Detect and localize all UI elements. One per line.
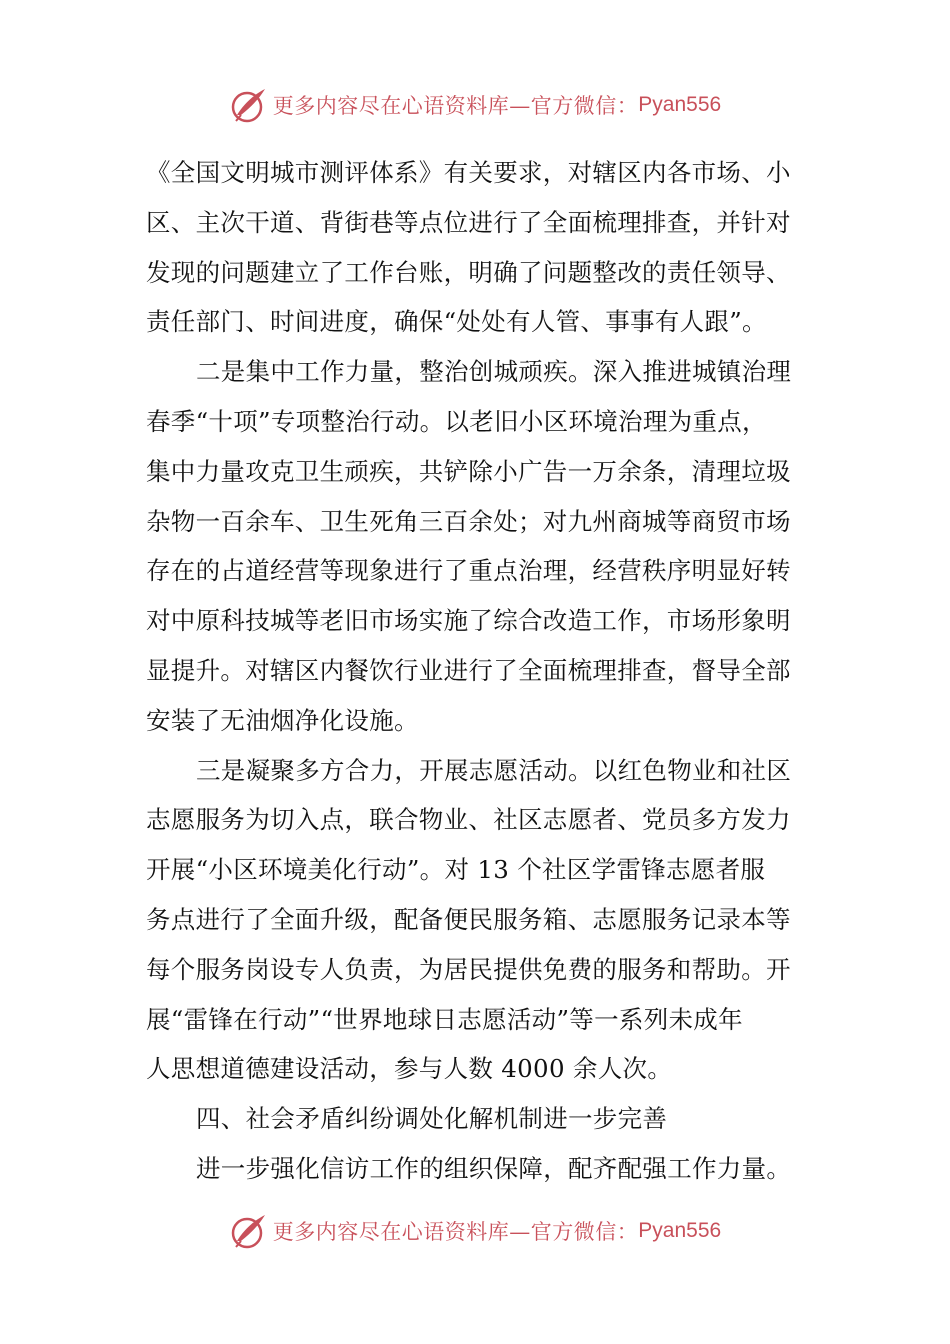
text-line: 《全国文明城市测评体系》有关要求，对辖区内各市场、小: [146, 158, 791, 187]
text-line: 务点进行了全面升级，配备便民服务箱、志愿服务记录本等: [146, 904, 791, 934]
quill-pen-icon: [229, 85, 269, 125]
text-line: 人思想道德建设活动，参与人数 4000 余人次。: [146, 1054, 673, 1084]
text-line: 二是集中工作力量，整治创城顽疾。深入推进城镇治理: [196, 357, 792, 387]
banner-text: 更多内容尽在心语资料库—官方微信：: [272, 94, 639, 118]
text-line: 开展“小区环境美化行动”。对 13 个社区学雷锋志愿者服: [146, 855, 766, 885]
text-line: 区、主次干道、背街巷等点位进行了全面梳理排查，并针对: [146, 207, 791, 237]
text-line: 对中原科技城等老旧市场实施了综合改造工作，市场形象明: [146, 606, 791, 636]
text-line: 四、社会矛盾纠纷调处化解机制进一步完善: [196, 1104, 668, 1134]
text-line: 春季“十项”专项整治行动。以老旧小区环境治理为重点，: [146, 406, 767, 436]
header-banner: [0, 80, 950, 130]
text-line: 显提升。对辖区内餐饮行业进行了全面梳理排查，督导全部: [146, 655, 791, 685]
text-line: 三是凝聚多方合力，开展志愿活动。以红色物业和社区: [196, 755, 792, 785]
text-line: 发现的问题建立了工作台账，明确了问题整改的责任领导、: [146, 257, 791, 287]
banner-wechat-id: Pyan556: [638, 1219, 722, 1242]
quill-pen-icon: [229, 1211, 269, 1251]
text-line: 安装了无油烟净化设施。: [146, 705, 419, 735]
text-line: 志愿服务为切入点，联合物业、社区志愿者、党员多方发力: [146, 805, 791, 835]
text-line: 进一步强化信访工作的组织保障，配齐配强工作力量。: [196, 1153, 792, 1183]
text-line: 每个服务岗设专人负责，为居民提供免费的服务和帮助。开: [146, 954, 791, 984]
text-line: 集中力量攻克卫生顽疾，共铲除小广告一万余条，清理垃圾: [146, 456, 791, 486]
document-body: [146, 148, 812, 1194]
text-line: 展“雷锋在行动”“世界地球日志愿活动”等一系列未成年: [146, 1004, 743, 1034]
text-line: 责任部门、时间进度，确保“处处有人管、事事有人跟”。: [146, 307, 767, 337]
text-line: 存在的占道经营等现象进行了重点治理，经营秩序明显好转: [146, 556, 791, 586]
footer-banner: [0, 1206, 950, 1256]
banner-text: 更多内容尽在心语资料库—官方微信：: [272, 1220, 639, 1244]
text-line: 杂物一百余车、卫生死角三百余处；对九州商城等商贸市场: [146, 506, 791, 536]
banner-wechat-id: Pyan556: [638, 93, 722, 116]
